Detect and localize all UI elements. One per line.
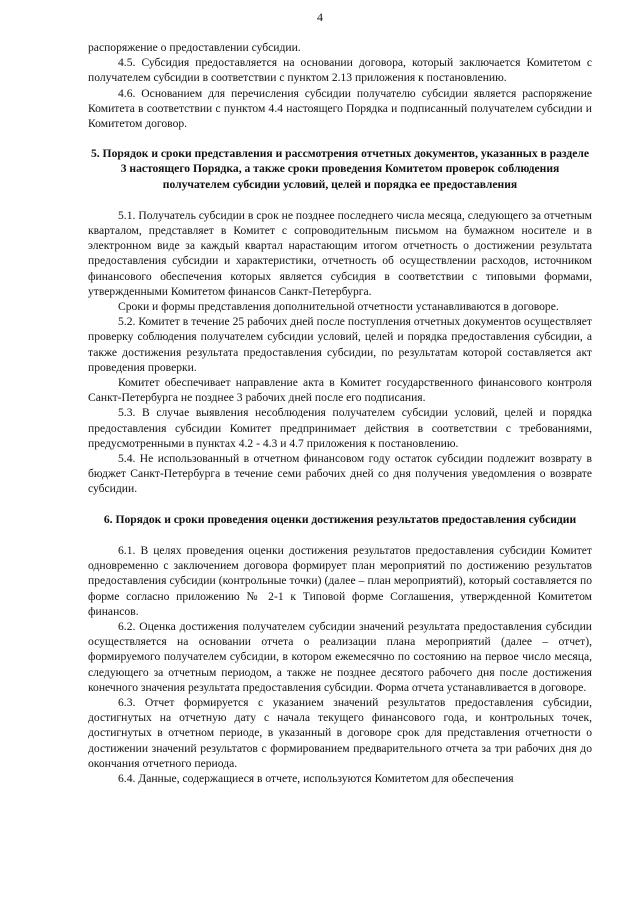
paragraph: 5.1. Получатель субсидии в срок не позднее последнего числа месяца, следующего за отчетным кварталом, представляет в Комитет с сопроводительным письмом на бумажном носителе и в электронном виде за каждый квартал нарастающим итогом отчетность о достижении результата предоставления субсидии и характеристики, отчетность об осуществлении расходов, источником финансового обеспечения которых является субсидия в соответствии с типовыми формами, утвержденными Комитетом финансов Санкт-Петербурга. (88, 208, 592, 298)
paragraph: 5.3. В случае выявления несоблюдения получателем субсидии условий, целей и порядка предоставления субсидии Комитет предпринимает действия в соответствии с требованиями, предусмотренными в пунктах 4.2 - 4.3 и 4.7 приложения к постановлению. (88, 406, 592, 450)
document-body (88, 40, 592, 786)
paragraph: 6.2. Оценка достижения получателем субсидии значений результата предоставления субсидии осуществляется на основании отчета о реализации плана мероприятий (далее – отчет), формируемого получателем субсидии, в котором ежемесячно по состоянию на первое число месяца, следующего за отчетным периодом, а также не позднее десятого рабочего дня после достижения конечного значения результата предоставления субсидии. Форма отчета устанавливается в договоре. (88, 619, 592, 694)
paragraph: 4.6. Основанием для перечисления субсидии получателю субсидии является распоряжение Комитета в соответствии с пунктом 4.4 настоящего Порядка и подписанный получателем субсидии и Комитетом договор. (88, 86, 592, 131)
section-5-heading: 5. Порядок и сроки представления и рассмотрения отчетных документов, указанных в разделе 3 настоящего Порядка, а также сроки проведения Комитетом проверок соблюдения получателем субсидии условий, целей и порядка ее предоставления (90, 147, 590, 191)
paragraph: Комитет обеспечивает направление акта в Комитет государственного финансового контроля Санкт-Петербурга не позднее 3 рабочих дней после его подписания. (88, 376, 592, 405)
paragraph: распоряжение о предоставлении субсидии. (88, 41, 301, 54)
paragraph: 6.4. Данные, содержащиеся в отчете, используются Комитетом для обеспечения (118, 771, 514, 785)
page-number: 4 (317, 10, 323, 24)
paragraph: 5.4. Не использованный в отчетном финансовом году остаток субсидии подлежит возврату в бюджет Санкт-Петербурга в течение семи рабочих дней со дня получения уведомления о возврате субсидии. (88, 452, 592, 496)
paragraph: 4.5. Субсидия предоставляется на основании договора, который заключается Комитетом с получателем субсидии в соответствии с пунктом 2.13 приложения к постановлению. (88, 56, 592, 85)
section-6-heading: 6. Порядок и сроки проведения оценки достижения результатов предоставления субсидии (103, 512, 577, 526)
paragraph: 5.2. Комитет в течение 25 рабочих дней после поступления отчетных документов осуществляет проверку соблюдения получателем субсидии условий, целей и порядка предоставления субсидии, а также достижения результата предоставления субсидии, по результатам которой составляется акт проведения проверки. (88, 315, 592, 374)
paragraph: Сроки и формы представления дополнительной отчетности устанавливаются в договоре. (118, 300, 559, 314)
paragraph: 6.3. Отчет формируется с указанием значений результатов предоставления субсидии, достигнутых на отчетную дату с начала текущего финансового года, и контрольных точек, достигнутых в отчетном периоде, в указанный в договоре срок для представления отчетности о достижении значений результатов с формированием предварительного отчета за три рабочих дня до окончания отчетного периода. (88, 695, 592, 770)
paragraph: 6.1. В целях проведения оценки достижения результатов предоставления субсидии Комитет одновременно с заключением договора формирует план мероприятий по достижению результатов предоставления субсидии (контрольные точки) (далее – план мероприятий), который составляется по форме согласно приложению № 2-1 к Типовой форме Соглашения, утвержденной Комитетом финансов. (88, 543, 592, 618)
